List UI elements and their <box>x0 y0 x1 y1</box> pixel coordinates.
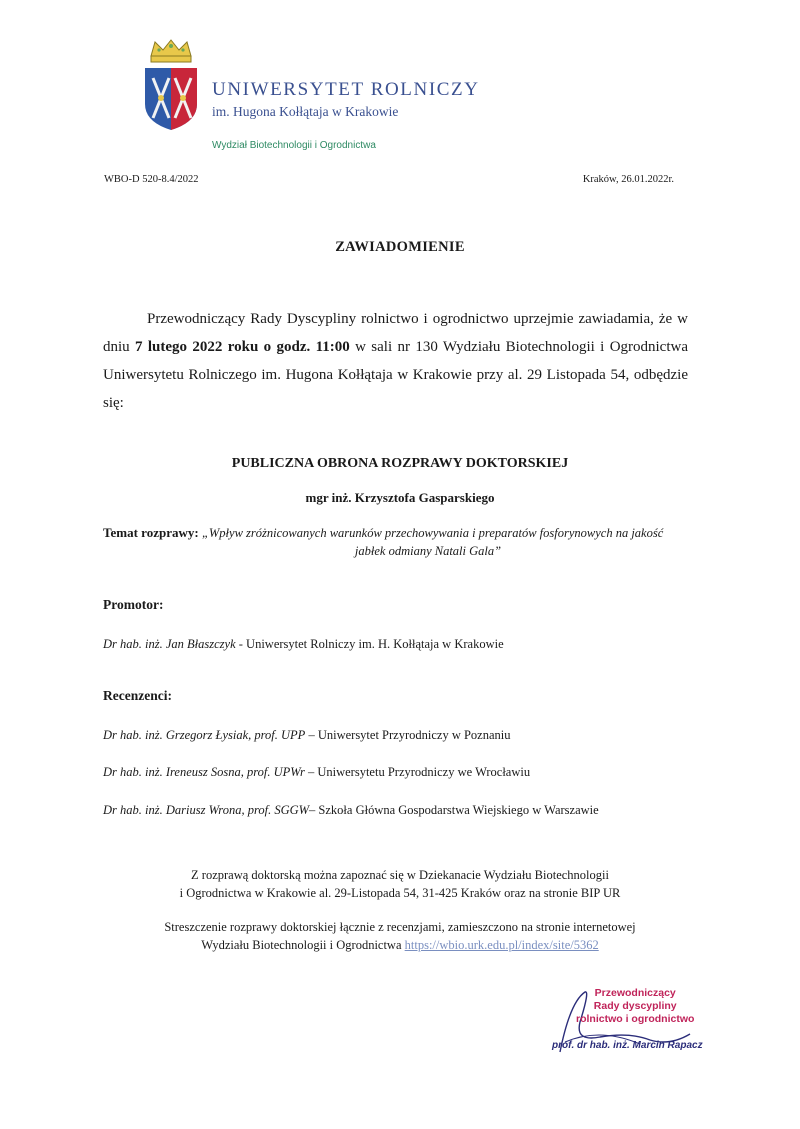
intro-date-bold: 7 lutego 2022 roku o godz. 11:00 <box>135 339 350 355</box>
promotor-entry <box>103 637 504 652</box>
reviewer-name: Dr hab. inż. Grzegorz Łysiak, prof. UPP <box>103 728 306 742</box>
promotor-name: Dr hab. inż. Jan Błaszczyk <box>103 637 236 651</box>
reviewer-item <box>103 728 511 743</box>
reviewer-item <box>103 765 530 780</box>
reviewer-name: Dr hab. inż. Ireneusz Sosna, prof. UPWr <box>103 765 305 779</box>
candidate-name: mgr inż. Krzysztofa Gasparskiego <box>305 490 495 505</box>
stamp-line: Rady dyscypliny <box>593 1000 677 1012</box>
reviewers-heading: Recenzenci: <box>103 688 172 703</box>
signatory-name: prof. dr hab. inż. Marcin Rapacz <box>552 1040 703 1051</box>
bip-link[interactable]: https://wbio.urk.edu.pl/index/site/5362 <box>404 938 599 952</box>
reviewer-affiliation: – Uniwersytetu Przyrodniczy we Wrocławiu <box>304 765 531 779</box>
footer-info <box>0 866 800 902</box>
promotor-affiliation: - Uniwersytet Rolniczy im. H. Kołłątaja w Krakowie <box>235 637 504 651</box>
topic-label: Temat rozprawy: <box>103 525 199 540</box>
stamp-line: Przewodniczący <box>594 987 676 999</box>
footer-text: Wydziału Biotechnologii i Ogrodnictwa <box>201 938 405 952</box>
footer-line: Z rozprawą doktorską można zapoznać się w Dziekanacie Wydziału Biotechnologii <box>191 868 609 882</box>
intro-text-part2: w sali nr 130 Wydziału Biotechnologii i Ogrodnictwa Uniwersytetu Rolniczego im. Hugona Kołłątaja w Krakowie przy al. 29 Listopada 54, odbędzie się: <box>103 339 689 411</box>
reviewer-name: Dr hab. inż. Dariusz Wrona, prof. SGGW <box>103 803 310 817</box>
official-stamp <box>576 987 694 1026</box>
university-crest-logo <box>143 38 199 132</box>
reviewer-affiliation: – Uniwersytet Przyrodniczy w Poznaniu <box>305 728 511 742</box>
document-title: ZAWIADOMIENIE <box>335 239 465 255</box>
dissertation-topic <box>103 524 693 560</box>
university-name: UNIWERSYTET ROLNICZY <box>212 79 480 100</box>
intro-text-part1: Przewodniczący Rady Dyscypliny rolnictwo i ogrodnictwo uprzejmie zawiadamia, że w dniu <box>103 311 688 355</box>
topic-title-line2: jabłek odmiany Natali Gala” <box>354 544 502 558</box>
reference-number: WBO-D 520-8.4/2022 <box>104 174 199 185</box>
footer-line-with-link <box>0 936 800 954</box>
footer-line: i Ogrodnictwa w Krakowie al. 29-Listopada 54, 31-425 Kraków oraz na stronie BIP UR <box>179 886 621 900</box>
document-date: Kraków, 26.01.2022r. <box>582 174 674 185</box>
university-subtitle: im. Hugona Kołłątaja w Krakowie <box>212 104 399 119</box>
intro-paragraph <box>103 305 688 417</box>
defense-heading: PUBLICZNA OBRONA ROZPRAWY DOKTORSKIEJ <box>231 456 569 471</box>
promotor-heading: Promotor: <box>103 597 164 612</box>
reviewer-item <box>103 803 599 818</box>
stamp-line: rolnictwo i ogrodnictwo <box>576 1013 695 1025</box>
topic-title-line1: „Wpływ zróżnicowanych warunków przechowywania i preparatów fosforynowych na jakość <box>201 526 664 540</box>
faculty-name: Wydział Biotechnologii i Ogrodnictwa <box>212 140 376 151</box>
footer-line: Streszczenie rozprawy doktorskiej łącznie z recenzjami, zamieszczono na stronie internetowej <box>164 920 636 934</box>
reviewer-affiliation: – Szkoła Główna Gospodarstwa Wiejskiego w Warszawie <box>309 803 599 817</box>
footer-summary <box>0 918 800 954</box>
